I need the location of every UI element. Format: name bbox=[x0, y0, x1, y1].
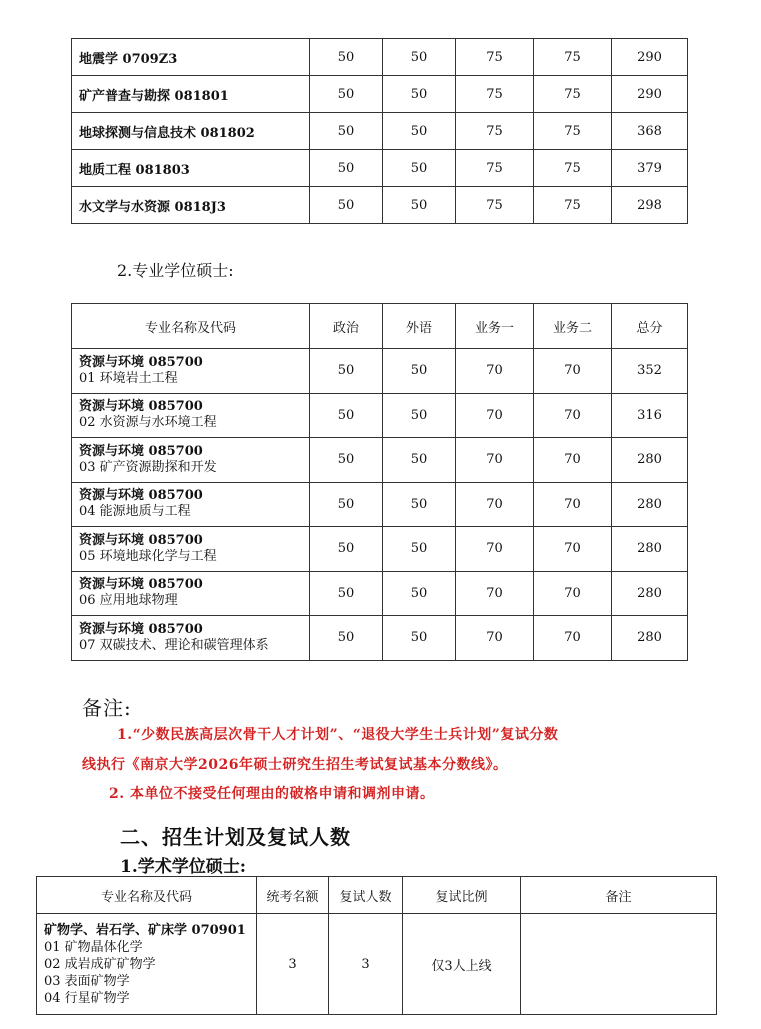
header-major: 专业名称及代码 bbox=[37, 877, 257, 914]
score-subject1: 75 bbox=[456, 76, 534, 113]
table-row bbox=[72, 438, 688, 483]
ratio-value: 仅3人上线 bbox=[403, 914, 521, 1015]
major-name: 矿物学、岩石学、矿床学 070901 bbox=[44, 922, 246, 938]
remark-note-1-line-1: 1.“少数民族高层次骨干人才计划”、“退役大学生士兵计划”复试分数 bbox=[117, 727, 559, 743]
interviewees-value: 3 bbox=[329, 914, 403, 1015]
major-direction: 04 行星矿物学 bbox=[44, 990, 130, 1006]
table-row bbox=[37, 914, 717, 1015]
score-politics: 50 bbox=[310, 438, 383, 483]
score-subject2: 70 bbox=[534, 438, 612, 483]
table-row bbox=[72, 39, 688, 76]
major-cell bbox=[72, 527, 310, 572]
score-subject2: 70 bbox=[534, 527, 612, 572]
header-remark: 备注 bbox=[521, 877, 717, 914]
remark-note-2: 2. 本单位不接受任何理由的破格申请和调剂申请。 bbox=[109, 786, 435, 802]
major-name: 资源与环境 085700 bbox=[79, 532, 203, 548]
major-direction: 03 表面矿物学 bbox=[44, 973, 130, 989]
major-direction: 02 成岩成矿矿物学 bbox=[44, 956, 156, 972]
score-subject2: 70 bbox=[534, 571, 612, 616]
score-language: 50 bbox=[383, 438, 456, 483]
score-politics: 50 bbox=[310, 527, 383, 572]
score-subject2: 70 bbox=[534, 616, 612, 661]
score-total: 280 bbox=[612, 527, 688, 572]
score-language: 50 bbox=[383, 187, 456, 224]
major-cell bbox=[72, 571, 310, 616]
table-row bbox=[72, 150, 688, 187]
score-politics: 50 bbox=[310, 571, 383, 616]
score-politics: 50 bbox=[310, 187, 383, 224]
major-cell bbox=[72, 616, 310, 661]
major-name: 水文学与水资源 0818J3 bbox=[72, 187, 310, 224]
major-cell bbox=[72, 349, 310, 394]
major-cell bbox=[37, 914, 257, 1015]
major-direction: 02 水资源与水环境工程 bbox=[79, 415, 217, 431]
major-name: 资源与环境 085700 bbox=[79, 577, 203, 593]
table-row bbox=[72, 482, 688, 527]
table-row bbox=[72, 349, 688, 394]
score-subject2: 75 bbox=[534, 187, 612, 224]
score-total: 290 bbox=[612, 39, 688, 76]
score-language: 50 bbox=[383, 150, 456, 187]
score-language: 50 bbox=[383, 76, 456, 113]
academic-score-table bbox=[71, 38, 688, 224]
score-language: 50 bbox=[383, 349, 456, 394]
major-direction: 07 双碳技术、理论和碳管理体系 bbox=[79, 637, 269, 653]
score-subject1: 70 bbox=[456, 393, 534, 438]
major-direction: 04 能源地质与工程 bbox=[79, 504, 191, 520]
score-total: 280 bbox=[612, 482, 688, 527]
remark-value bbox=[521, 914, 717, 1015]
score-politics: 50 bbox=[310, 393, 383, 438]
major-direction: 05 环境地球化学与工程 bbox=[79, 548, 217, 564]
major-cell bbox=[72, 393, 310, 438]
major-name: 资源与环境 085700 bbox=[79, 443, 203, 459]
remarks-title: 备注: bbox=[82, 696, 132, 720]
score-subject1: 70 bbox=[456, 616, 534, 661]
major-direction: 03 矿产资源勘探和开发 bbox=[79, 459, 217, 475]
score-politics: 50 bbox=[310, 349, 383, 394]
score-language: 50 bbox=[383, 393, 456, 438]
score-politics: 50 bbox=[310, 482, 383, 527]
score-subject1: 70 bbox=[456, 438, 534, 483]
quota-value: 3 bbox=[257, 914, 329, 1015]
score-politics: 50 bbox=[310, 616, 383, 661]
score-total: 290 bbox=[612, 76, 688, 113]
score-language: 50 bbox=[383, 113, 456, 150]
score-total: 352 bbox=[612, 349, 688, 394]
score-subject1: 75 bbox=[456, 113, 534, 150]
professional-degree-heading: 2.专业学位硕士: bbox=[117, 261, 234, 280]
score-politics: 50 bbox=[310, 150, 383, 187]
major-name: 资源与环境 085700 bbox=[79, 621, 203, 637]
header-major: 专业名称及代码 bbox=[72, 304, 310, 349]
score-politics: 50 bbox=[310, 39, 383, 76]
major-direction: 01 环境岩土工程 bbox=[79, 370, 178, 386]
score-total: 280 bbox=[612, 438, 688, 483]
table-row bbox=[72, 393, 688, 438]
score-total: 316 bbox=[612, 393, 688, 438]
score-subject1: 75 bbox=[456, 39, 534, 76]
score-subject2: 75 bbox=[534, 113, 612, 150]
score-subject2: 75 bbox=[534, 76, 612, 113]
score-language: 50 bbox=[383, 616, 456, 661]
score-subject1: 70 bbox=[456, 571, 534, 616]
major-name: 地质工程 081803 bbox=[72, 150, 310, 187]
major-name: 资源与环境 085700 bbox=[79, 488, 203, 504]
major-name: 矿产普查与勘探 081801 bbox=[72, 76, 310, 113]
major-name: 地震学 0709Z3 bbox=[72, 39, 310, 76]
score-subject2: 70 bbox=[534, 393, 612, 438]
header-politics: 政治 bbox=[310, 304, 383, 349]
enrollment-plan-heading: 二、招生计划及复试人数 bbox=[120, 825, 351, 849]
professional-score-table bbox=[71, 303, 688, 661]
major-direction: 06 应用地球物理 bbox=[79, 593, 178, 609]
table-row bbox=[72, 76, 688, 113]
header-quota: 统考名额 bbox=[257, 877, 329, 914]
major-direction: 01 矿物晶体化学 bbox=[44, 939, 143, 955]
table-row bbox=[72, 616, 688, 661]
header-total: 总分 bbox=[612, 304, 688, 349]
score-language: 50 bbox=[383, 571, 456, 616]
header-subject1: 业务一 bbox=[456, 304, 534, 349]
score-subject2: 70 bbox=[534, 349, 612, 394]
table-row bbox=[72, 571, 688, 616]
table-row bbox=[72, 113, 688, 150]
score-language: 50 bbox=[383, 482, 456, 527]
major-name: 资源与环境 085700 bbox=[79, 399, 203, 415]
score-subject1: 70 bbox=[456, 527, 534, 572]
table-row bbox=[72, 527, 688, 572]
score-subject2: 75 bbox=[534, 150, 612, 187]
score-subject1: 70 bbox=[456, 482, 534, 527]
score-language: 50 bbox=[383, 39, 456, 76]
table-header-row bbox=[72, 304, 688, 349]
remark-note-1-line-2: 线执行《南京大学2026年硕士研究生招生考试复试基本分数线》。 bbox=[82, 757, 508, 773]
major-name: 地球探测与信息技术 081802 bbox=[72, 113, 310, 150]
header-ratio: 复试比例 bbox=[403, 877, 521, 914]
header-language: 外语 bbox=[383, 304, 456, 349]
score-language: 50 bbox=[383, 527, 456, 572]
score-subject1: 70 bbox=[456, 349, 534, 394]
header-interviewees: 复试人数 bbox=[329, 877, 403, 914]
score-subject1: 75 bbox=[456, 187, 534, 224]
major-cell bbox=[72, 482, 310, 527]
score-subject2: 70 bbox=[534, 482, 612, 527]
score-subject1: 75 bbox=[456, 150, 534, 187]
score-politics: 50 bbox=[310, 113, 383, 150]
table-header-row bbox=[37, 877, 717, 914]
table-row bbox=[72, 187, 688, 224]
enrollment-plan-table bbox=[36, 876, 717, 1015]
score-politics: 50 bbox=[310, 76, 383, 113]
major-name: 资源与环境 085700 bbox=[79, 354, 203, 370]
academic-degree-heading: 1.学术学位硕士: bbox=[120, 857, 247, 877]
header-subject2: 业务二 bbox=[534, 304, 612, 349]
score-total: 379 bbox=[612, 150, 688, 187]
major-cell bbox=[72, 438, 310, 483]
score-total: 298 bbox=[612, 187, 688, 224]
score-subject2: 75 bbox=[534, 39, 612, 76]
score-total: 280 bbox=[612, 616, 688, 661]
score-total: 368 bbox=[612, 113, 688, 150]
score-total: 280 bbox=[612, 571, 688, 616]
